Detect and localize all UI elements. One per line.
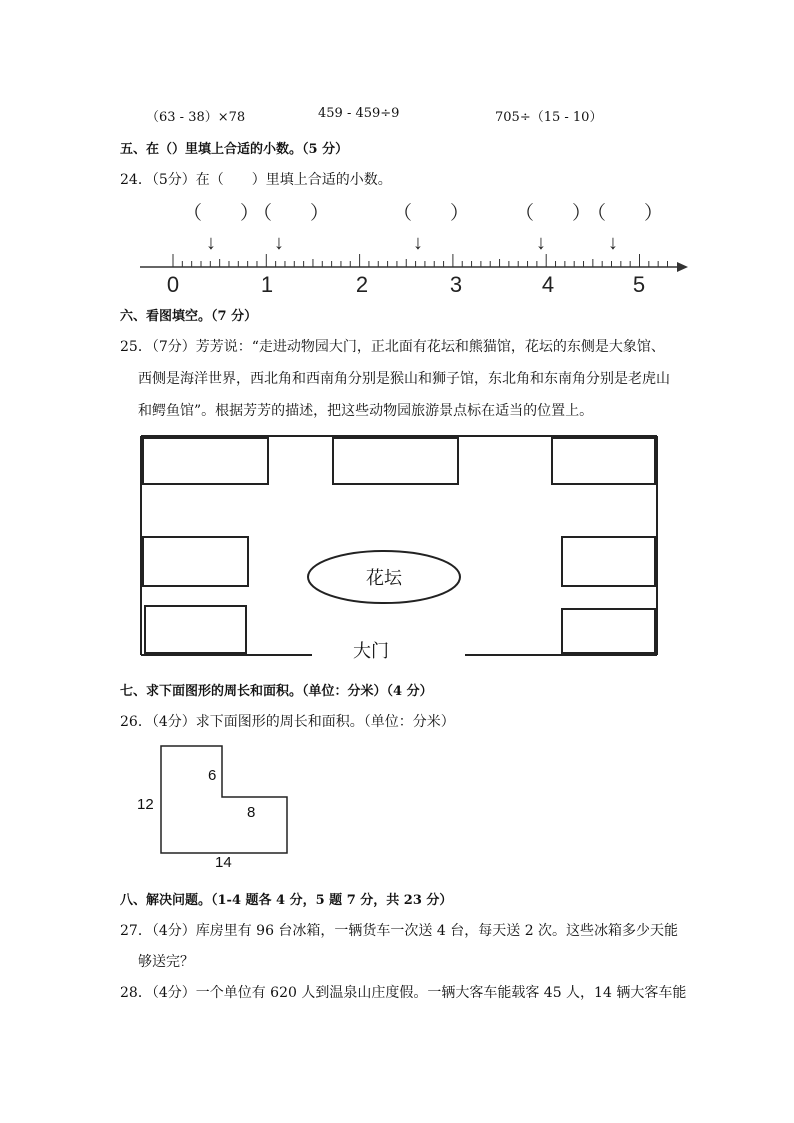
tick-label-1: 1 (260, 272, 274, 297)
map-box-west[interactable] (143, 537, 248, 586)
section-5-title: 五、在（）里填上合适的小数。（5 分） (120, 142, 349, 157)
dimension-label-inner-horizontal: 8 (247, 804, 256, 821)
question-25-line-2: 西侧是海洋世界，西北角和西南角分别是猴山和狮子馆，东北角和东南角分别是老虎山 (138, 371, 670, 387)
flowerbed-label: 花坛 (366, 568, 402, 588)
calc-expression-1: （63 - 38）×78 (146, 110, 246, 125)
tick-marks (173, 254, 667, 267)
question-25-line-1: 25．（7分）芳芳说：“走进动物园大门，正北面有花坛和熊猫馆，花坛的东侧是大象馆、 (120, 339, 665, 355)
calc-expression-3: 705÷（15 - 10） (495, 110, 603, 125)
question-26-text: 26．（4分）求下面图形的周长和面积。（单位：分米） (120, 714, 455, 730)
tick-label-3: 3 (449, 272, 463, 297)
gate-label: 大门 (353, 641, 389, 661)
arrowhead-icon (677, 262, 688, 272)
dimension-label-bottom: 14 (215, 854, 232, 871)
section-6-title: 六、看图填空。（7 分） (120, 309, 258, 324)
answer-blank-5[interactable]: （ ） (587, 203, 664, 224)
map-box-southeast[interactable] (562, 609, 655, 653)
arrow-down-icon: ↓ (608, 232, 618, 254)
section-8-title: 八、解决问题。（1-4 题各 4 分，5 题 7 分，共 23 分） (120, 893, 453, 908)
map-box-east[interactable] (562, 537, 655, 586)
calc-expression-2: 459 - 459÷9 (318, 106, 400, 121)
arrow-down-icon: ↓ (413, 232, 423, 254)
map-box-southwest[interactable] (145, 606, 246, 653)
tick-label-5: 5 (632, 272, 646, 297)
map-box-northwest[interactable] (143, 438, 268, 484)
arrow-down-icon: ↓ (274, 232, 284, 254)
tick-label-2: 2 (355, 272, 369, 297)
arrow-down-icon: ↓ (206, 232, 216, 254)
l-shape-outline (161, 746, 287, 853)
zoo-map (138, 433, 662, 661)
answer-blank-4[interactable]: （ ） (515, 203, 592, 224)
question-24-text: 24．（5分）在（ ）里填上合适的小数。 (120, 172, 392, 188)
arrow-down-icon: ↓ (536, 232, 546, 254)
number-line-figure (135, 192, 695, 300)
answer-blank-3[interactable]: （ ） (393, 203, 470, 224)
section-7-title: 七、求下面图形的周长和面积。（单位：分米）（4 分） (120, 684, 433, 699)
map-box-north[interactable] (333, 438, 458, 484)
question-27-line-2: 够送完？ (138, 954, 194, 970)
question-28-line-1: 28．（4分）一个单位有 620 人到温泉山庄度假。一辆大客车能载客 45 人，14 辆大客车能 (120, 985, 687, 1001)
map-box-northeast[interactable] (552, 438, 655, 484)
tick-label-0: 0 (166, 272, 180, 297)
l-shape-figure (130, 738, 300, 873)
dimension-label-inner-vertical: 6 (208, 767, 217, 784)
answer-blank-1[interactable]: （ ） (183, 203, 260, 224)
dimension-label-left: 12 (137, 796, 154, 813)
question-25-line-3: 和鳄鱼馆”。根据芳芳的描述，把这些动物园旅游景点标在适当的位置上。 (138, 403, 594, 419)
answer-blank-2[interactable]: （ ） (253, 203, 330, 224)
tick-label-4: 4 (541, 272, 555, 297)
question-27-line-1: 27．（4分）库房里有 96 台冰箱，一辆货车一次送 4 台，每天送 2 次。这些冰箱多少天能 (120, 923, 679, 939)
